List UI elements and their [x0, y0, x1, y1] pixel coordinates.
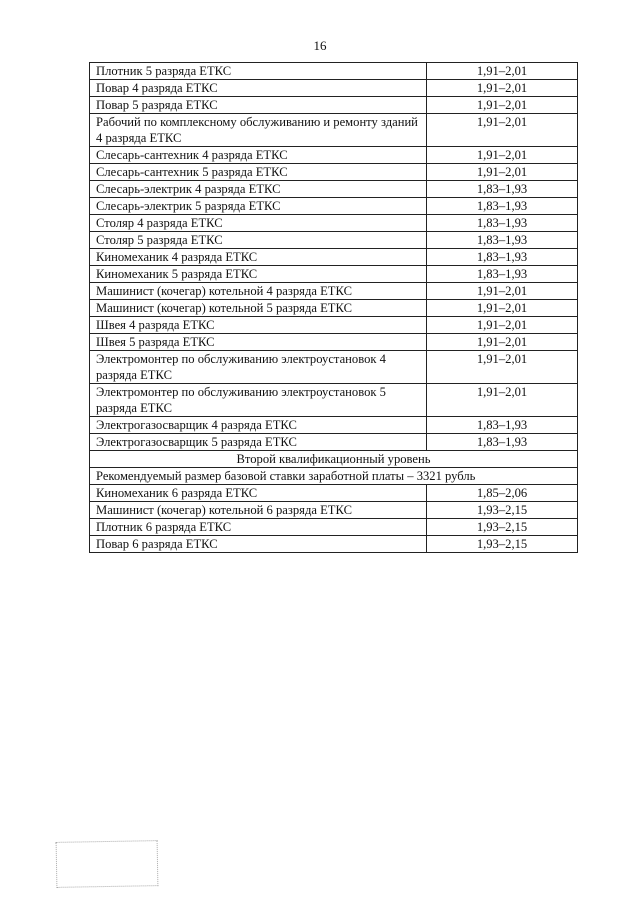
position-name: Машинист (кочегар) котельной 6 разряда ЕТКС — [90, 502, 427, 519]
position-name: Швея 5 разряда ЕТКС — [90, 334, 427, 351]
coefficient-range: 1,85–2,06 — [427, 485, 578, 502]
position-name: Электромонтер по обслуживанию электроустановок 5 разряда ЕТКС — [90, 384, 427, 417]
table-row — [90, 317, 578, 334]
coefficient-range: 1,83–1,93 — [427, 266, 578, 283]
coefficient-range: 1,91–2,01 — [427, 384, 578, 417]
table-body-level-header — [90, 451, 578, 485]
position-name: Киномеханик 5 разряда ЕТКС — [90, 266, 427, 283]
table-row — [90, 97, 578, 114]
position-name: Столяр 4 разряда ЕТКС — [90, 215, 427, 232]
position-name: Швея 4 разряда ЕТКС — [90, 317, 427, 334]
coefficient-range: 1,91–2,01 — [427, 334, 578, 351]
coefficient-range: 1,91–2,01 — [427, 283, 578, 300]
table-row — [90, 351, 578, 384]
copy-stamp — [56, 840, 159, 888]
coefficient-range: 1,91–2,01 — [427, 147, 578, 164]
table-row — [90, 536, 578, 553]
base-rate-text: Рекомендуемый размер базовой ставки заработной платы – 3321 рубль — [90, 468, 578, 485]
coefficient-range: 1,83–1,93 — [427, 232, 578, 249]
table-row — [90, 232, 578, 249]
base-rate-row — [90, 468, 578, 485]
table-row — [90, 198, 578, 215]
coefficient-range: 1,91–2,01 — [427, 351, 578, 384]
coefficient-range: 1,91–2,01 — [427, 317, 578, 334]
coefficient-range: 1,83–1,93 — [427, 198, 578, 215]
coefficient-range: 1,83–1,93 — [427, 181, 578, 198]
table-row — [90, 384, 578, 417]
coefficient-range: 1,83–1,93 — [427, 249, 578, 266]
page-number: 16 — [313, 38, 327, 53]
table-body-second-level — [90, 485, 578, 553]
coefficient-range: 1,83–1,93 — [427, 417, 578, 434]
coefficient-range: 1,93–2,15 — [427, 536, 578, 553]
position-name: Киномеханик 6 разряда ЕТКС — [90, 485, 427, 502]
table-row — [90, 181, 578, 198]
level-heading-row — [90, 451, 578, 468]
table-row — [90, 485, 578, 502]
position-name: Плотник 5 разряда ЕТКС — [90, 63, 427, 80]
coefficient-range: 1,91–2,01 — [427, 80, 578, 97]
table-row — [90, 266, 578, 283]
position-name: Слесарь-электрик 5 разряда ЕТКС — [90, 198, 427, 215]
table-row — [90, 502, 578, 519]
position-name: Плотник 6 разряда ЕТКС — [90, 519, 427, 536]
table-row — [90, 63, 578, 80]
position-name: Электромонтер по обслуживанию электроустановок 4 разряда ЕТКС — [90, 351, 427, 384]
coefficient-range: 1,83–1,93 — [427, 215, 578, 232]
position-name: Машинист (кочегар) котельной 4 разряда ЕТКС — [90, 283, 427, 300]
position-name: Рабочий по комплексному обслуживанию и ремонту зданий 4 разряда ЕТКС — [90, 114, 427, 147]
coefficient-range: 1,93–2,15 — [427, 502, 578, 519]
table-body-first-level — [90, 63, 578, 451]
position-name: Слесарь-сантехник 4 разряда ЕТКС — [90, 147, 427, 164]
table-row — [90, 80, 578, 97]
position-name: Столяр 5 разряда ЕТКС — [90, 232, 427, 249]
coefficient-range: 1,93–2,15 — [427, 519, 578, 536]
level-heading: Второй квалификационный уровень — [90, 451, 578, 468]
position-name: Слесарь-электрик 4 разряда ЕТКС — [90, 181, 427, 198]
position-name: Киномеханик 4 разряда ЕТКС — [90, 249, 427, 266]
salary-coefficient-table — [89, 62, 578, 553]
position-name: Электрогазосварщик 5 разряда ЕТКС — [90, 434, 427, 451]
position-name: Повар 6 разряда ЕТКС — [90, 536, 427, 553]
coefficient-range: 1,91–2,01 — [427, 97, 578, 114]
position-name: Машинист (кочегар) котельной 5 разряда ЕТКС — [90, 300, 427, 317]
position-name: Электрогазосварщик 4 разряда ЕТКС — [90, 417, 427, 434]
coefficient-range: 1,91–2,01 — [427, 300, 578, 317]
position-name: Повар 5 разряда ЕТКС — [90, 97, 427, 114]
table-row — [90, 164, 578, 181]
coefficient-range: 1,83–1,93 — [427, 434, 578, 451]
table-row — [90, 147, 578, 164]
coefficient-range: 1,91–2,01 — [427, 164, 578, 181]
table-row — [90, 417, 578, 434]
table-row — [90, 114, 578, 147]
coefficient-range: 1,91–2,01 — [427, 63, 578, 80]
table-row — [90, 283, 578, 300]
position-name: Слесарь-сантехник 5 разряда ЕТКС — [90, 164, 427, 181]
coefficient-range: 1,91–2,01 — [427, 114, 578, 147]
table-row — [90, 434, 578, 451]
position-name: Повар 4 разряда ЕТКС — [90, 80, 427, 97]
table-row — [90, 300, 578, 317]
table-row — [90, 519, 578, 536]
table-row — [90, 249, 578, 266]
table-row — [90, 215, 578, 232]
table-row — [90, 334, 578, 351]
